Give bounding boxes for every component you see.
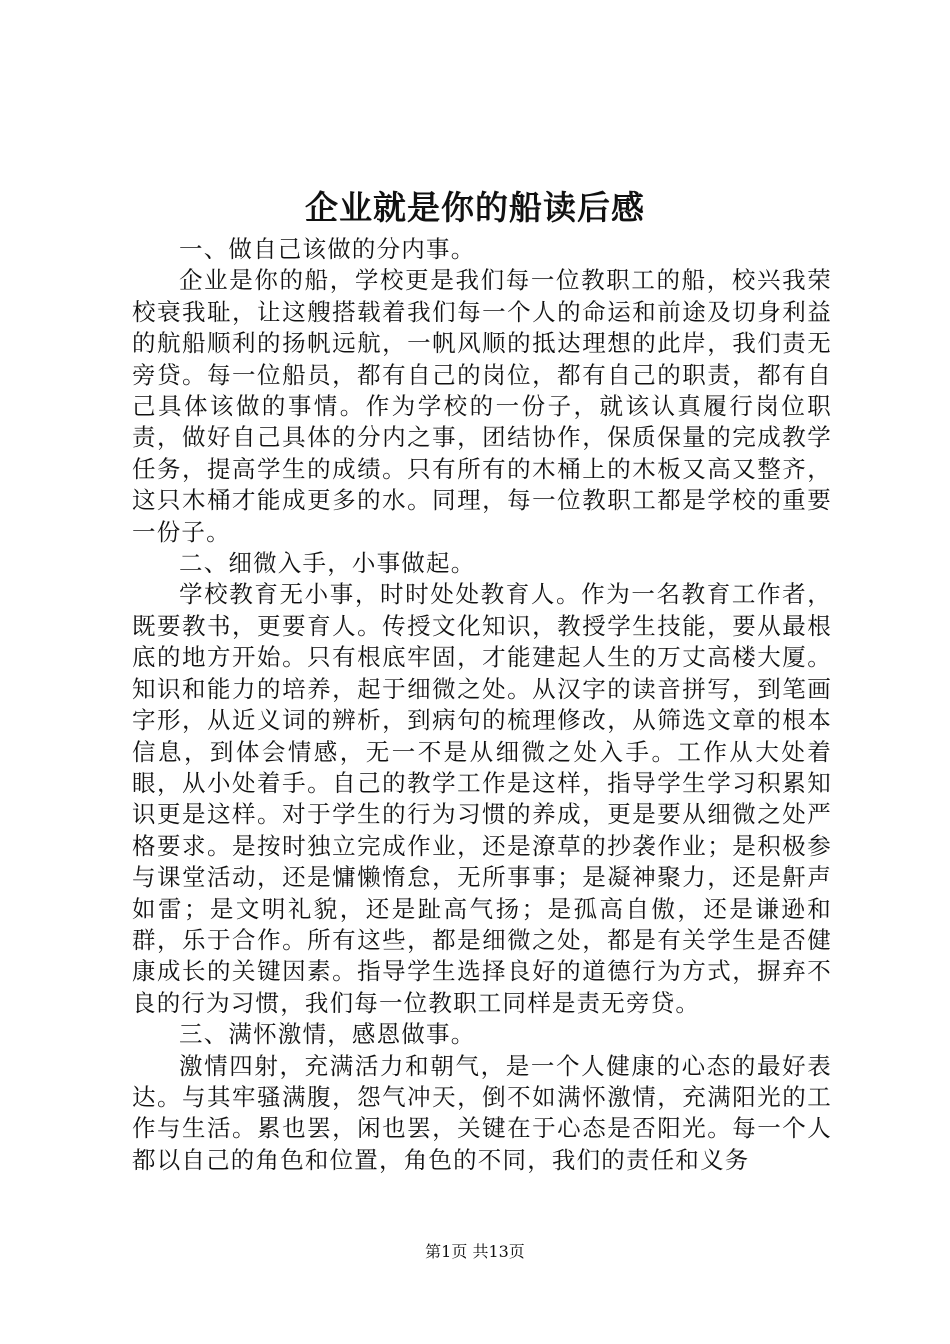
document-title: 企业就是你的船读后感 [305, 188, 645, 227]
page-footer: 第1页 共13页 [425, 1242, 525, 1261]
section-heading-1: 一、做自己该做的分内事。 [179, 235, 476, 263]
paragraph-1: 企业是你的船，学校更是我们每一位教职工的船，校兴我荣校衰我耻，让这艘搭载着我们每一个人的命运和前途及切身利益的航船顺利的扬帆远航，一帆风顺的抵达理想的此岸，我们责无旁贷。每一位船员，都有自己的岗位，都有自己的职责，都有自己具体该做的事情。作为学校的一份子，就该认真履行岗位职责，做好自己具体的分内之事，团结协作，保质保量的完成教学任务，提高学生的成绩。只有所有的木桶上的木板又高又整齐，这只木桶才能成更多的水。同理，每一位教职工都是学校的重要一份子。 [132, 266, 832, 546]
section-heading-2: 二、细微入手，小事做起。 [179, 549, 476, 578]
section-heading-3: 三、满怀激情，感恩做事。 [179, 1020, 476, 1049]
document-body [132, 234, 832, 1176]
paragraph-2: 学校教育无小事，时时处处教育人。作为一名教育工作者，既要教书，更要育人。传授文化知识，教授学生技能，要从最根底的地方开始。只有根底牢固，才能建起人生的万丈高楼大厦。知识和能力的培养，起于细微之处。从汉字的读音拼写，到笔画字形，从近义词的辨析，到病句的梳理修改，从筛选文章的根本信息，到体会情感，无一不是从细微之处入手。工作从大处着眼，从小处着手。自己的教学工作是这样，指导学生学习积累知识更是这样。对于学生的行为习惯的养成，更是要从细微之处严格要求。是按时独立完成作业，还是潦草的抄袭作业；是积极参与课堂活动，还是慵懒惰怠，无所事事；是凝神聚力，还是鼾声如雷；是文明礼貌，还是趾高气扬；是孤高自傲，还是谦逊和群，乐于合作。所有这些，都是细微之处，都是有关学生是否健康成长的关键因素。指导学生选择良好的道德行为方式，摒弃不良的行为习惯，我们每一位教职工同样是责无旁贷。 [132, 580, 832, 1017]
paragraph-3: 激情四射，充满活力和朝气，是一个人健康的心态的最好表达。与其牢骚满腹，怨气冲天，倒不如满怀激情，充满阳光的工作与生活。累也罢，闲也罢，关键在于心态是否阳光。每一个人都以自己的角色和位置，角色的不同，我们的责任和义务 [132, 1051, 832, 1174]
